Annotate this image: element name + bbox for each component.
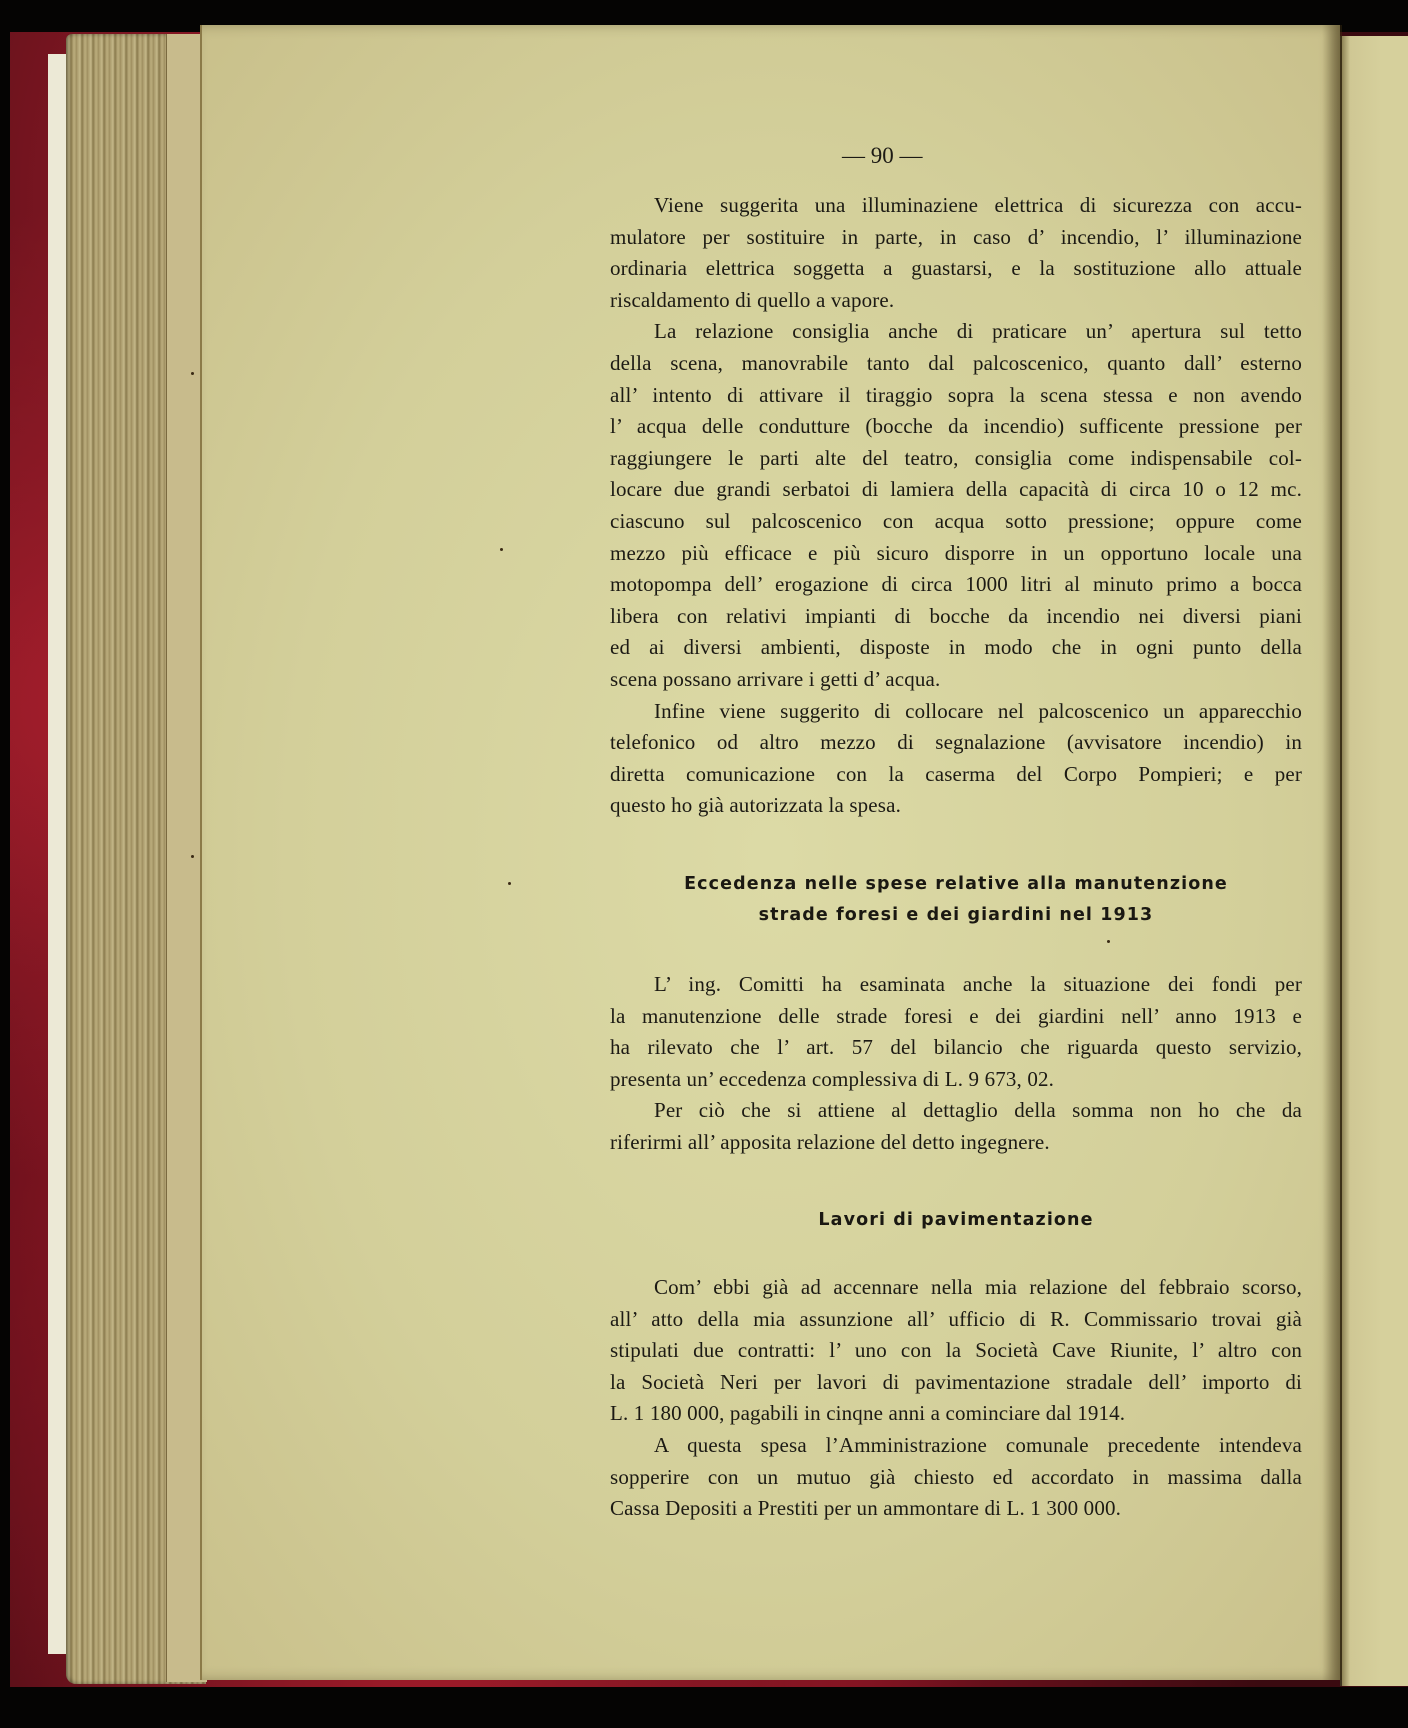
text-line: telefonico od altro mezzo di segnalazione (avvisatore incendio) in	[610, 730, 1302, 755]
text-line: Cassa Depositi a Prestiti per un ammontare di L. 1 300 000.	[610, 1496, 1122, 1521]
text-line: scena possano arrivare i getti d’ acqua.	[610, 666, 941, 691]
section-heading-eccedenza	[610, 869, 1302, 931]
text-line: stipulati due contratti: l’ uno con la Società Cave Riunite, l’ altro con	[610, 1338, 1302, 1363]
text-line: Infine viene suggerito di collocare nel palcoscenico un apparecchio	[654, 698, 1302, 723]
paper-speck	[191, 855, 194, 858]
paragraph	[610, 1272, 1302, 1430]
text-line: raggiungere le parti alte del teatro, consiglia come indispensabile col-	[610, 445, 1302, 470]
page-number: — 90 —	[842, 143, 923, 168]
text-line: La relazione consiglia anche di praticare un’ apertura sul tetto	[654, 319, 1302, 344]
paragraph	[610, 1430, 1302, 1525]
text-line: mezzo più efficace e più sicuro disporre in un opportuno locale una	[610, 540, 1302, 565]
text-line: A questa spesa l’Amministrazione comunale precedente intendeva	[654, 1432, 1302, 1457]
text-line: all’ atto della mia assunzione all’ ufficio di R. Commissario trovai già	[610, 1306, 1302, 1331]
text-line: riscaldamento di quello a vapore.	[610, 287, 895, 312]
text-line: L’ ing. Comitti ha esaminata anche la situazione dei fondi per	[654, 972, 1302, 996]
text-line: sopperire con un mutuo già chiesto ed accordato in massima dalla	[610, 1464, 1302, 1489]
text-line: Per ciò che si attiene al dettaglio della somma non ho che da	[654, 1098, 1302, 1123]
text-line: la Società Neri per lavori di pavimentazione stradale dell’ importo di	[610, 1369, 1302, 1394]
text-line: Com’ ebbi già ad accennare nella mia relazione del febbraio scorso,	[654, 1275, 1302, 1299]
paper-speck	[500, 548, 503, 551]
body-section-fire-safety	[610, 190, 1302, 822]
text-line: locare due grandi serbatoi di lamiera della capacità di circa 10 o 12 mc.	[610, 477, 1302, 502]
body-section-pavimentazione	[610, 1272, 1302, 1525]
text-line: L. 1 180 000, pagabili in cinqne anni a cominciare dal 1914.	[610, 1401, 1126, 1426]
text-line: riferirmi all’ apposita relazione del detto ingegnere.	[610, 1129, 1050, 1154]
text-line: ed ai diversi ambienti, disposte in modo che in ogni punto della	[610, 635, 1302, 660]
paragraph	[610, 190, 1302, 316]
paper-speck	[508, 882, 511, 885]
heading-line: Eccedenza nelle spese relative alla manutenzione	[684, 874, 1228, 894]
text-line: la manutenzione delle strade foresi e dei giardini nell’ anno 1913 e	[610, 1003, 1302, 1028]
endpaper-edge	[48, 54, 66, 1654]
paper-speck	[1107, 940, 1110, 943]
heading-line: Lavori di pavimentazione	[818, 1210, 1094, 1230]
heading-line: strade foresi e dei giardini nel 1913	[758, 905, 1154, 925]
text-line: presenta un’ eccedenza complessiva di L. 9 673, 02.	[610, 1066, 1055, 1091]
text-line: l’ acqua delle condutture (bocche da incendio) sufficente pressione per	[610, 414, 1302, 439]
paragraph	[610, 696, 1302, 822]
body-section-eccedenza	[610, 969, 1302, 1159]
text-line: ordinaria elettrica soggetta a guastarsi, e la sostituzione allo attuale	[610, 256, 1302, 281]
text-line: mulatore per sostituire in parte, in caso d’ incendio, l’ illuminazione	[610, 224, 1302, 249]
paragraph	[610, 1095, 1302, 1158]
section-heading-pavimentazione	[610, 1205, 1302, 1236]
paragraph	[610, 969, 1302, 1095]
text-line: questo ho già autorizzata la spesa.	[610, 793, 901, 818]
text-line: libera con relativi impianti di bocche da incendio nei diversi piani	[610, 603, 1302, 628]
facing-page-edge	[1340, 36, 1408, 1686]
text-line: ha rilevato che l’ art. 57 del bilancio che riguarda questo servizio,	[610, 1035, 1302, 1060]
text-line: Viene suggerita una illuminaziene elettrica di sicurezza con accu-	[654, 193, 1302, 217]
text-line: della scena, manovrabile tanto dal palcoscenico, quanto dall’ esterno	[610, 350, 1302, 375]
paragraph	[610, 316, 1302, 695]
gutter-shadow	[1322, 25, 1342, 1680]
text-line: all’ intento di attivare il tiraggio sopra la scena stessa e non avendo	[610, 382, 1302, 407]
text-line: motopompa dell’ erogazione di circa 1000 litri al minuto primo a bocca	[610, 572, 1302, 597]
text-line: diretta comunicazione con la caserma del Corpo Pompieri; e per	[610, 761, 1302, 786]
text-line: ciascuno sul palcoscenico con acqua sotto pressione; oppure come	[610, 508, 1302, 533]
paper-speck	[191, 372, 194, 375]
